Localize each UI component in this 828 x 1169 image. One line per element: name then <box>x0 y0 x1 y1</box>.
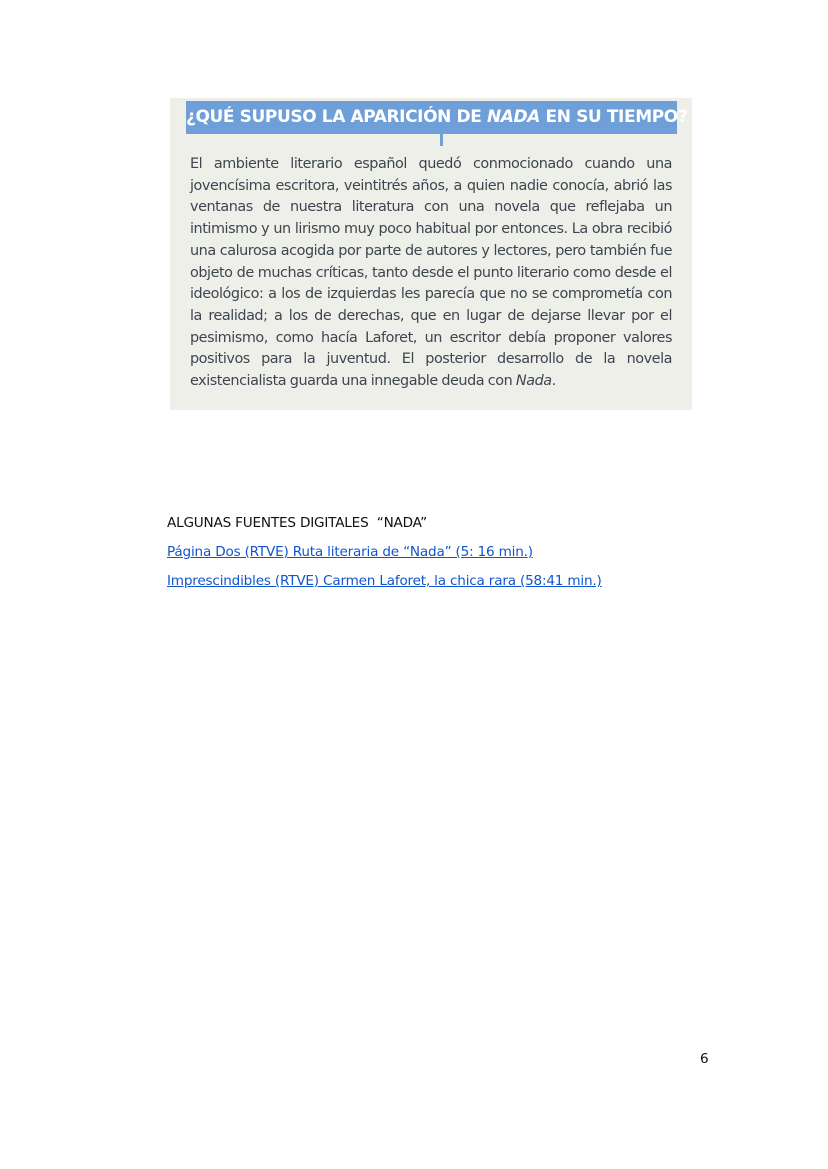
info-box-title-part2: EN SU TIEMPO? <box>540 107 688 127</box>
info-box-text-end: . <box>551 373 556 390</box>
info-box-title-part1: ¿QUÉ SUPUSO LA APARICIÓN DE <box>186 107 487 127</box>
info-box-text <box>190 154 672 393</box>
info-box-title-italic: NADA <box>486 107 541 127</box>
digital-sources-section <box>167 513 727 591</box>
info-box-connector <box>440 134 443 146</box>
info-box-title <box>186 101 688 134</box>
digital-sources-heading: ALGUNAS FUENTES DIGITALES “NADA” <box>167 515 427 531</box>
info-box-text-italic: Nada <box>515 373 552 390</box>
link-imprescindibles[interactable]: Imprescindibles (RTVE) Carmen Laforet, la chica rara (58:41 min.) <box>167 573 602 589</box>
info-box-text-main: El ambiente literario español quedó conmocionado cuando una jovencísima escritora, veintitrés años, a quien nadie conocía, abrió las ventanas de nuestra literatura con una novela que reflejaba un intimismo y un lirismo muy poco habitual por entonces. La obra recibió una calurosa acogida por parte de autores y lectores, pero también fue objeto de muchas críticas, tanto desde el punto literario como desde el ideológico: a los de izquierdas les parecía que no se comprometía con la realidad; a los de derechas, que en lugar de dejarse llevar por el pesimismo, como hacía Laforet, un escritor debía proponer valores positivos para la juventud. El posterior desarrollo de la novela existencialista guarda una innegable deuda con <box>190 156 672 390</box>
link-pagina-dos[interactable]: Página Dos (RTVE) Ruta literaria de “Nada” (5: 16 min.) <box>167 544 533 560</box>
info-box-image <box>170 98 692 410</box>
page-number: 6 <box>700 1051 709 1067</box>
